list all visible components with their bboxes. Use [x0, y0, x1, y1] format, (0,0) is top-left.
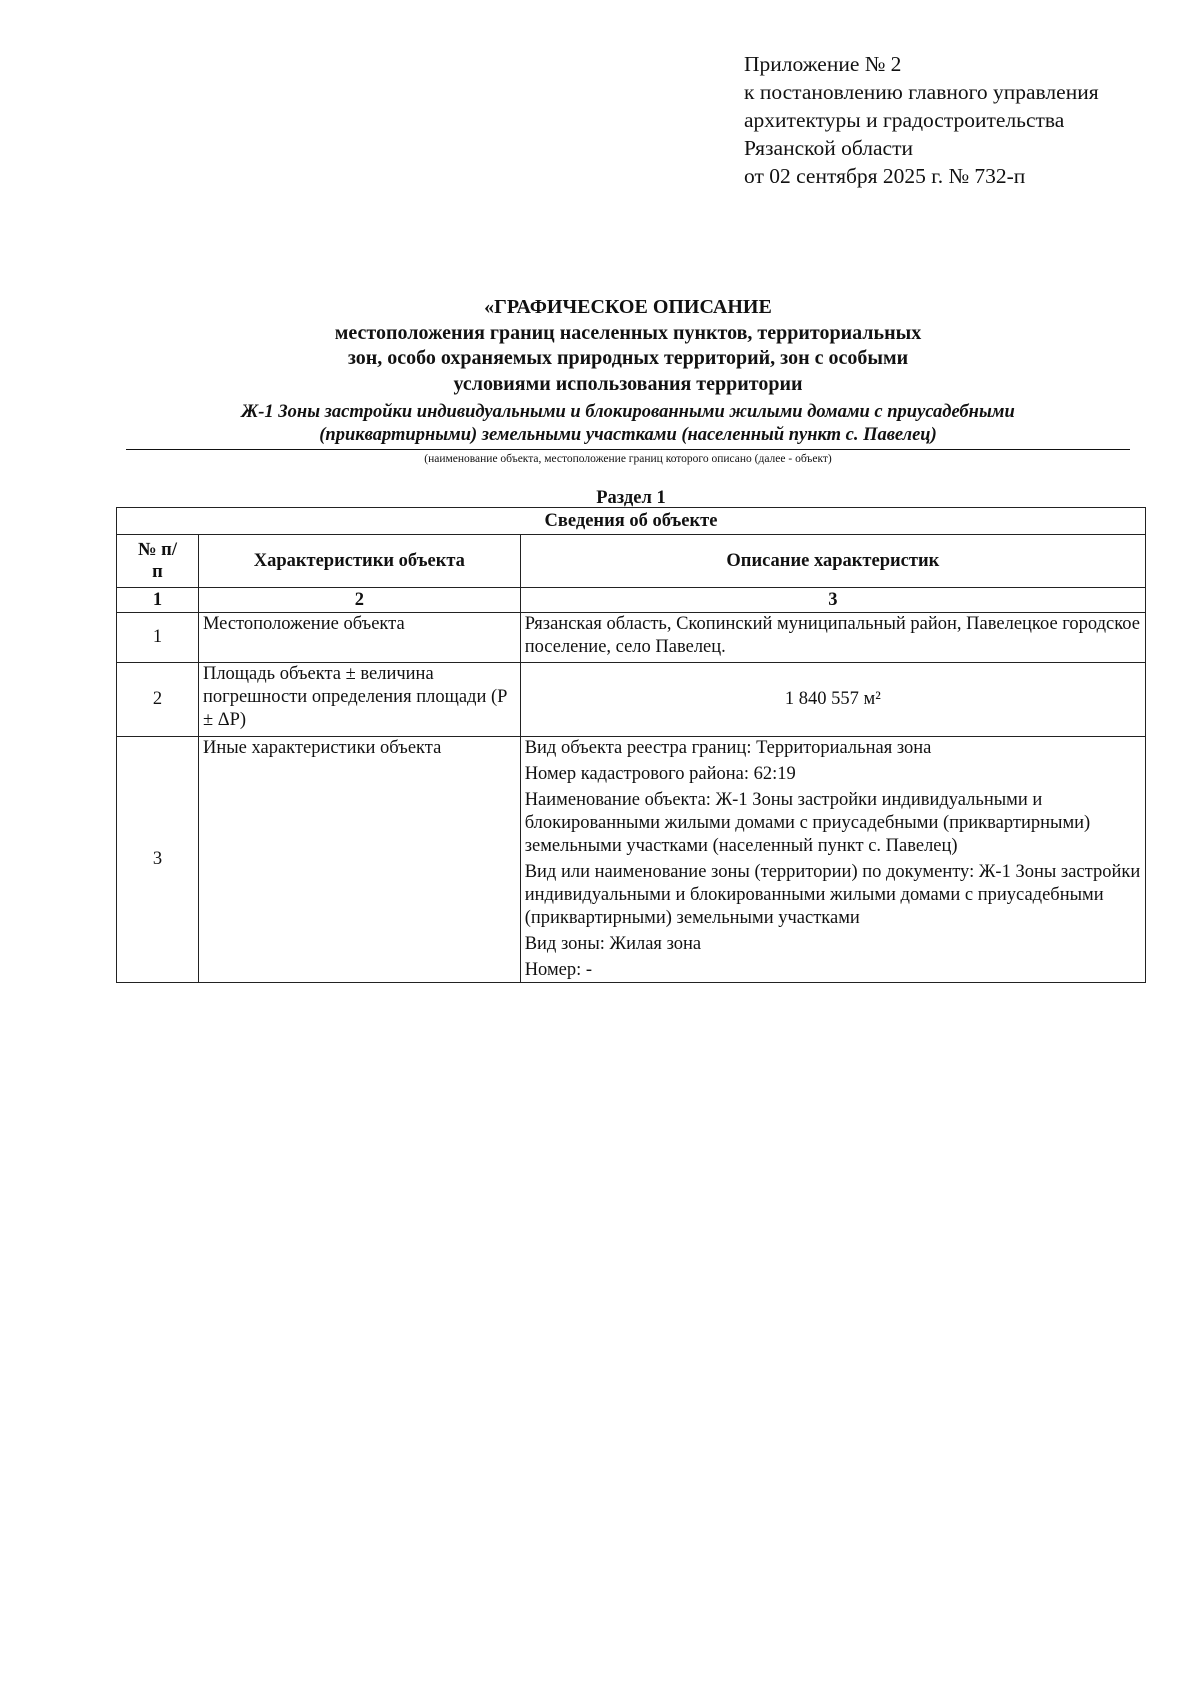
table-caption-row [117, 508, 1146, 535]
appendix-line: архитектуры и градостроительства [744, 108, 1065, 132]
description-line: Вид или наименование зоны (территории) по документу: Ж-1 Зоны застройки индивидуальными и блокированными жилыми домами с приусадебными (приквартирными) земельными участками [524, 862, 1141, 928]
row-characteristic: Площадь объекта ± величина погрешности определения площади (P ± ΔP) [198, 663, 520, 737]
appendix-header [744, 50, 1184, 190]
object-name-caption: (наименование объекта, местоположение границ которого описано (далее - объект) [424, 453, 832, 465]
object-name-line: (приквартирными) земельными участками (населенный пункт с. Павелец) [319, 425, 937, 445]
row-number: 2 [117, 663, 199, 737]
row-characteristic: Местоположение объекта [198, 613, 520, 663]
column-number: 2 [198, 588, 520, 613]
object-name-line: Ж-1 Зоны застройки индивидуальными и блокированными жилыми домами с приусадебными [241, 402, 1015, 422]
object-info-table [116, 507, 1146, 983]
description-line: Вид зоны: Жилая зона [524, 934, 702, 954]
row-number: 1 [117, 613, 199, 663]
table-row [117, 737, 1146, 983]
title-line: местоположения границ населенных пунктов, территориальных [334, 321, 922, 344]
description-line: Наименование объекта: Ж-1 Зоны застройки индивидуальными и блокированными жилыми домами с приусадебными (приквартирными) земельными участками (населенный пункт с. Павелец) [524, 790, 1091, 856]
column-number: 1 [117, 588, 199, 613]
row-description: 1 840 557 м² [520, 663, 1145, 737]
description-line: Номер: - [524, 960, 593, 980]
column-number: 3 [520, 588, 1145, 613]
appendix-line: Рязанской области [744, 136, 913, 160]
table-row [117, 663, 1146, 737]
document-title [118, 295, 1138, 397]
header-characteristics: Характеристики объекта [198, 535, 520, 588]
appendix-line: от 02 сентября 2025 г. № 732-п [744, 164, 1026, 188]
table-row [117, 613, 1146, 663]
row-number: 3 [117, 737, 199, 983]
description-line: Вид объекта реестра границ: Территориальная зона [524, 738, 932, 758]
title-line: условиями использования территории [453, 372, 803, 395]
row-characteristic: Иные характеристики объекта [198, 737, 520, 983]
object-name [126, 401, 1130, 450]
header-description: Описание характеристик [520, 535, 1145, 588]
title-line: «ГРАФИЧЕСКОЕ ОПИСАНИЕ [484, 296, 772, 318]
header-num: № п/п [117, 535, 199, 588]
row-description [520, 737, 1145, 983]
table-caption: Сведения об объекте [117, 508, 1146, 535]
appendix-line: к постановлению главного управления [744, 80, 1099, 104]
appendix-line: Приложение № 2 [744, 52, 902, 76]
table-header-row [117, 535, 1146, 588]
title-line: зон, особо охраняемых природных территорий, зон с особыми [347, 347, 909, 369]
description-line: Номер кадастрового района: 62:19 [524, 764, 796, 784]
column-numbers-row [117, 588, 1146, 613]
row-description: Рязанская область, Скопинский муниципальный район, Павелецкое городское поселение, село Павелец. [520, 613, 1145, 663]
section-title: Раздел 1 [596, 488, 666, 508]
